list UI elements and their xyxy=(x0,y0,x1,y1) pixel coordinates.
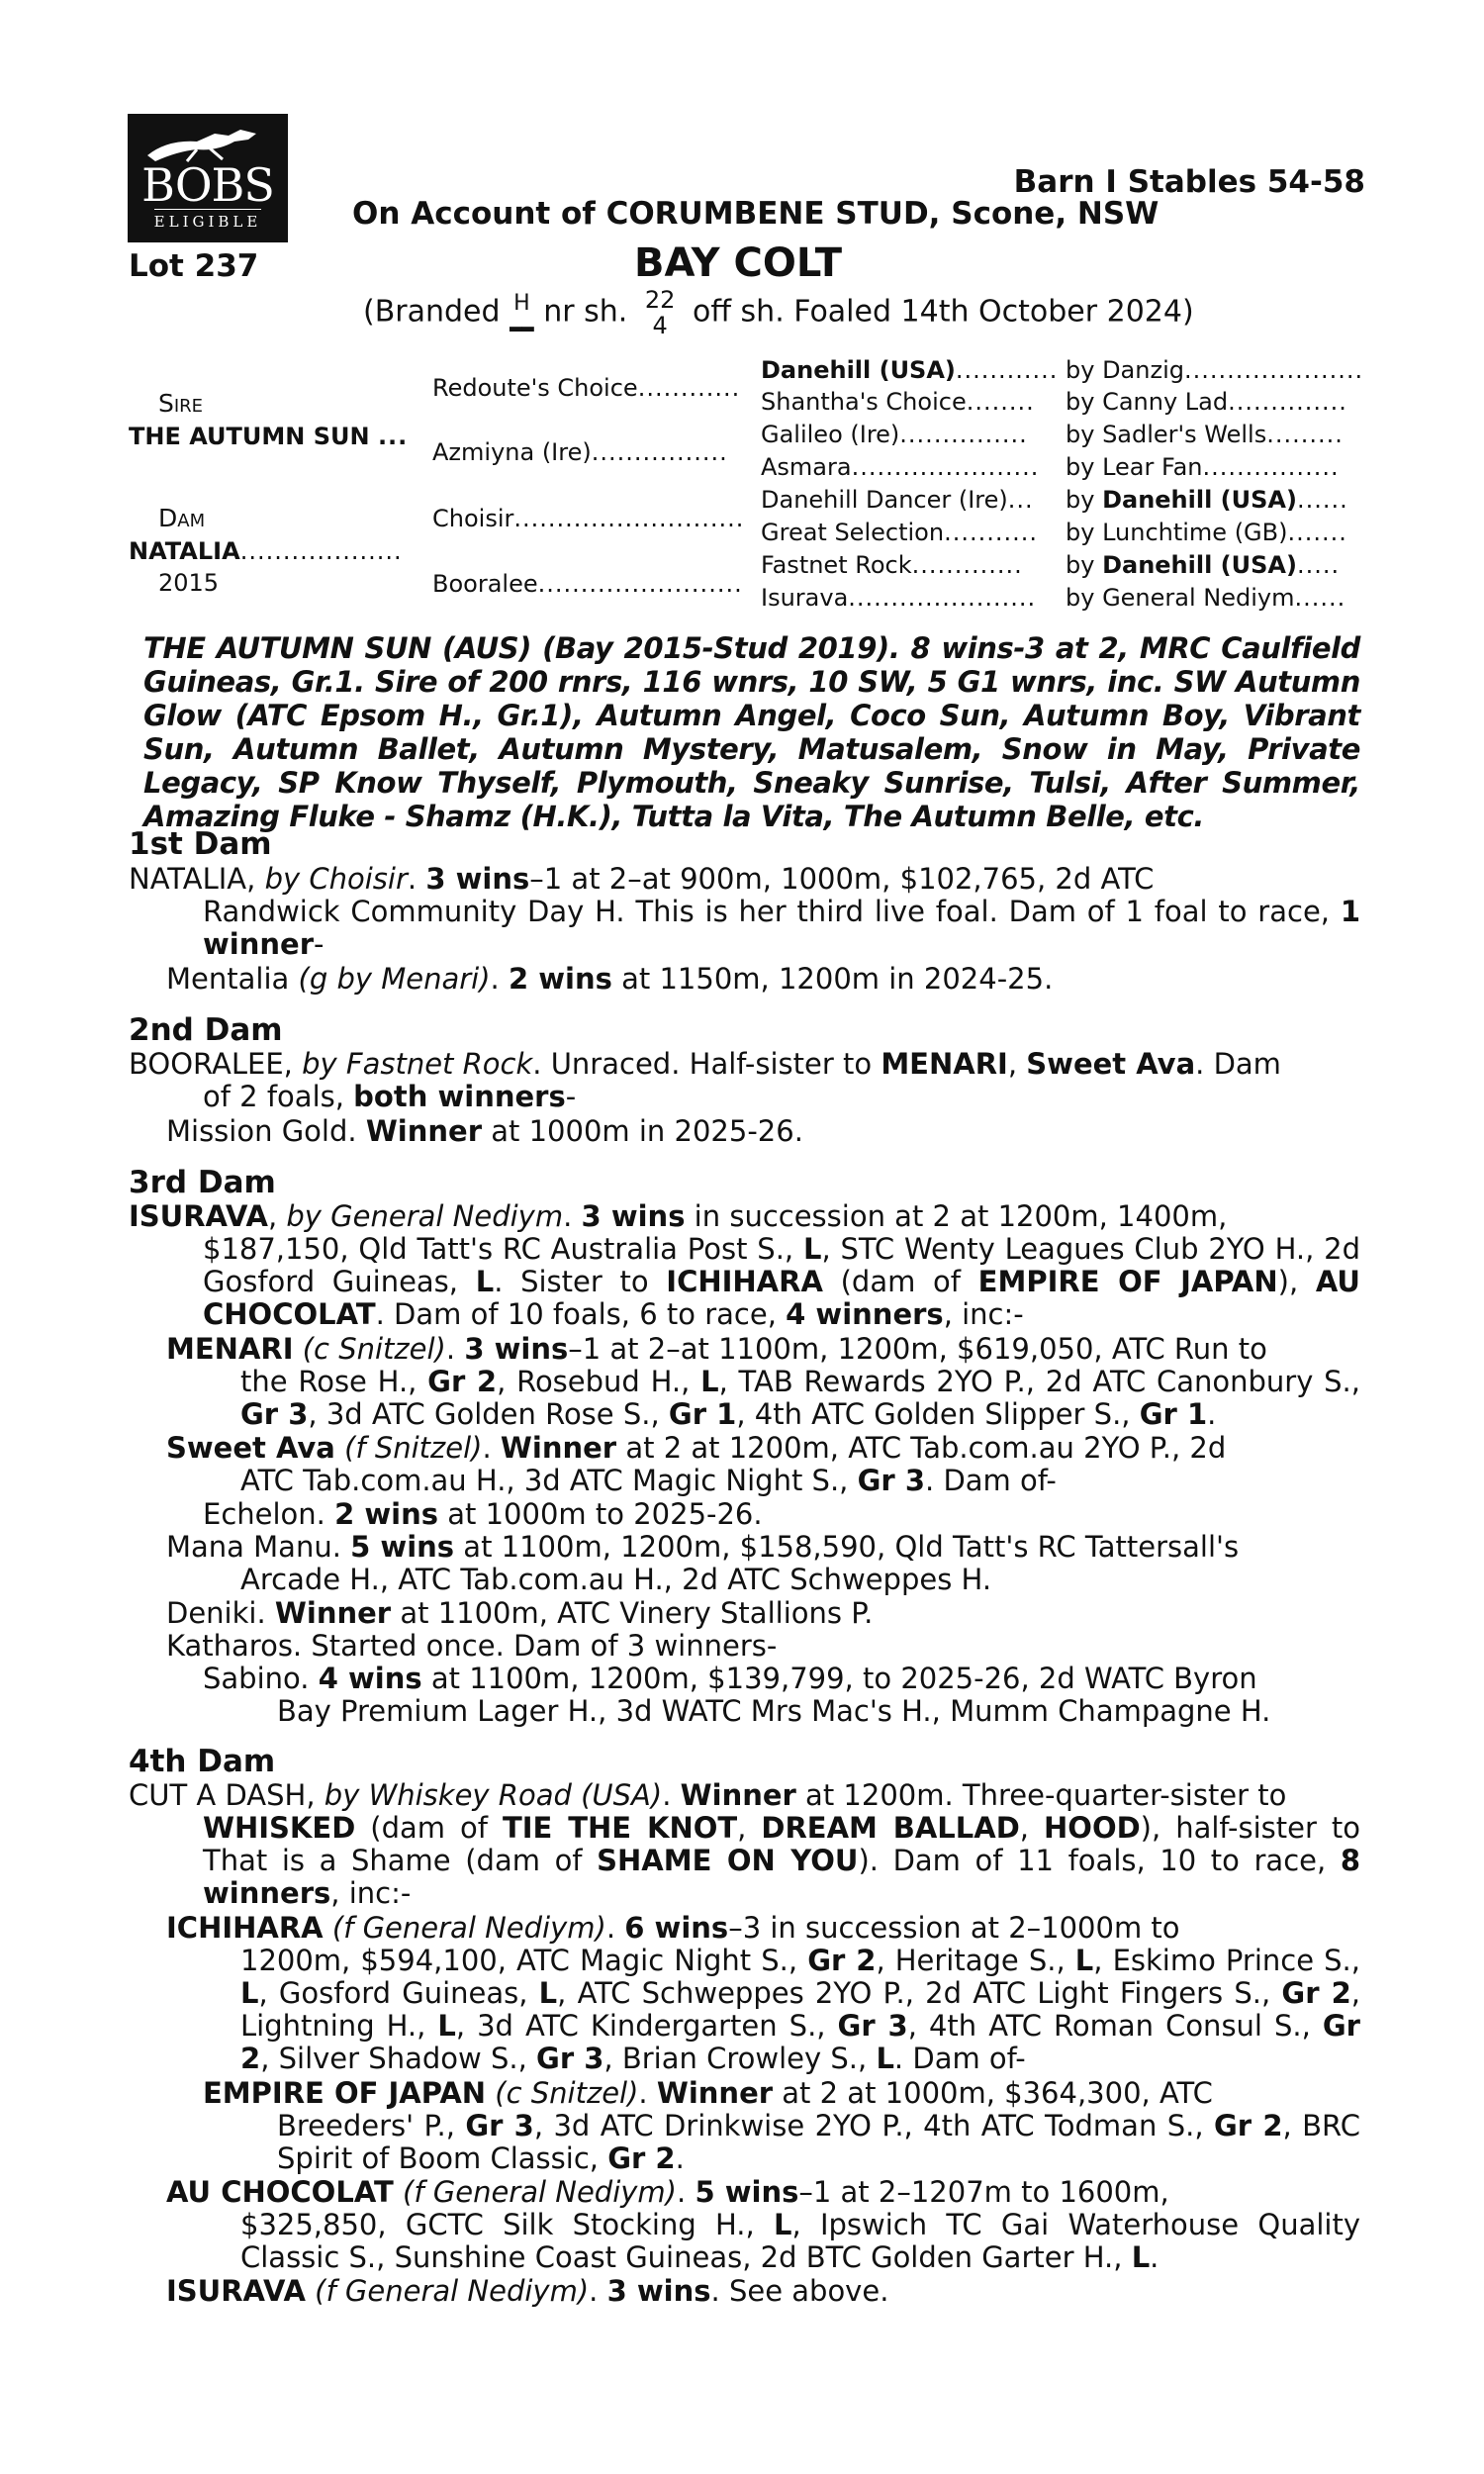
gg-5: Danehill Dancer (Ire)... xyxy=(761,486,1034,514)
ggg-1: by Danzig..................... xyxy=(1066,356,1364,384)
second-dam-text: BOORALEE, by Fastnet Rock. Unraced. Half-sister to MENARI, Sweet Ava. Dam of 2 foals, both winners- xyxy=(129,1047,1281,1113)
third-dam-sweet-ava: Sweet Ava (f Snitzel). Winner at 2 at 1200m, ATC Tab.com.au 2YO P., 2d ATC Tab.com.au H., 3d ATC Magic Night S., Gr 3. Dam of- xyxy=(166,1431,1227,1497)
dam-name: NATALIA................... xyxy=(129,537,403,565)
brand-fraction-den: 4 xyxy=(652,312,668,339)
ggg-6: by Lunchtime (GB)....... xyxy=(1066,519,1347,546)
first-dam-foal: Mentalia (g by Menari). 2 wins at 1150m, 1200m in 2024-25. xyxy=(166,962,1054,996)
second-dam-heading: 2nd Dam xyxy=(129,1012,283,1048)
ggg-2: by Canny Lad.............. xyxy=(1066,388,1347,416)
gg-1: Danehill (USA)............ xyxy=(761,356,1059,384)
sire-summary: THE AUTUMN SUN (AUS) (Bay 2015-Stud 2019). 8 wins-3 at 2, MRC Caulfield Guineas, Gr.1. Sire of 200 rnrs, 116 wnrs, 10 SW, 5 G1 wnrs, inc. SW Autumn Glow (ATC Epsom H., Gr.1), Autumn Angel, Coco Sun, Autumn Boy, Vibrant Sun, Autumn Ballet, Autumn Mystery, Matusalem, Snow in May, Private Legacy, SP Know Thyself, Plymouth, Sneaky Sunrise, Tulsi, After Summer, Amazing Fluke - Shamz (H.K.), Tutta la Vita, The Autumn Belle, etc. xyxy=(143,631,1360,833)
first-dam-heading: 1st Dam xyxy=(129,826,272,862)
fourth-dam-ichihara: ICHIHARA (f General Nediym). 6 wins–3 in succession at 2–1000m to 1200m, $594,100, ATC Magic Night S., Gr 2, Heritage S., L, Eskimo Prince S., L, Gosford Guineas, L, ATC Schweppes 2YO P., 2d ATC Light Fingers S., Gr 2, Lightning H., L, 3d ATC Kindergarten S., Gr 3, 4th ATC Roman Consul S., Gr 2, Silver Shadow S., Gr 3, Brian Crowley S., L. Dam of- xyxy=(166,1911,1361,2075)
ggg-7: by Danehill (USA)..... xyxy=(1066,551,1341,579)
dam-sire: Choisir........................... xyxy=(432,505,745,532)
sire-name: THE AUTUMN SUN ... xyxy=(129,423,409,450)
sire-dam: Azmiyna (Ire)................ xyxy=(432,438,728,466)
third-dam-echelon: Echelon. 2 wins at 1000m to 2025-26. xyxy=(203,1497,763,1531)
third-dam-menari: MENARI (c Snitzel). 3 wins–1 at 2–at 1100m, 1200m, $619,050, ATC Run to the Rose H., Gr 2, Rosebud H., L, TAB Rewards 2YO P., 2d ATC Canonbury S., Gr 3, 3d ATC Golden Rose S., Gr 1, 4th ATC Golden Slipper S., Gr 1. xyxy=(166,1332,1360,1431)
ggg-3: by Sadler's Wells......... xyxy=(1066,421,1344,448)
horse-logo-icon xyxy=(138,126,276,165)
sire-sire: Redoute's Choice............ xyxy=(432,374,741,402)
second-dam-foal: Mission Gold. Winner at 1000m in 2025-26. xyxy=(166,1114,803,1148)
dam-dam: Booralee........................ xyxy=(432,570,743,598)
fourth-dam-heading: 4th Dam xyxy=(129,1744,276,1779)
vendor-account: On Account of CORUMBENE STUD, Scone, NSW xyxy=(352,196,1159,232)
lot-number: Lot 237 xyxy=(129,248,259,284)
third-dam-heading: 3rd Dam xyxy=(129,1165,276,1200)
brand-mid: nr sh. xyxy=(543,294,628,330)
logo-eligible-text: ELIGIBLE xyxy=(154,209,262,231)
third-dam-mana-manu: Mana Manu. 5 wins at 1100m, 1200m, $158,590, Qld Tatt's RC Tattersall's Arcade H., ATC Tab.com.au H., 2d ATC Schweppes H. xyxy=(166,1530,1240,1596)
first-dam-text: NATALIA, by Choisir. 3 wins–1 at 2–at 900m, 1000m, $102,765, 2d ATC Randwick Community Day H. This is her third live foal. Dam of 1 foal to race, 1 winner- xyxy=(129,862,1360,961)
third-dam-sabino: Sabino. 4 wins at 1100m, 1200m, $139,799, to 2025-26, 2d WATC Byron Bay Premium Lager H., 3d WATC Mrs Mac's H., Mumm Champagne H. xyxy=(203,1662,1271,1728)
sire-label: Sire xyxy=(158,389,204,418)
third-dam-text: ISURAVA, by General Nediym. 3 wins in succession at 2 at 1200m, 1400m, $187,150, Qld Tatt's RC Australia Post S., L, STC Wenty Leagues Club 2YO H., 2d Gosford Guineas, L. Sister to ICHIHARA (dam of EMPIRE OF JAPAN), AU CHOCOLAT. Dam of 10 foals, 6 to race, 4 winners, inc:- xyxy=(129,1199,1360,1331)
third-dam-deniki: Deniki. Winner at 1100m, ATC Vinery Stallions P. xyxy=(166,1596,874,1630)
logo-bobs-text: BOBS xyxy=(141,158,274,212)
brand-mark xyxy=(510,290,534,332)
gg-4: Asmara...................... xyxy=(761,453,1040,481)
ggg-4: by Lear Fan................ xyxy=(1066,453,1340,481)
fourth-dam-isurava: ISURAVA (f General Nediym). 3 wins. See above. xyxy=(166,2274,889,2308)
gg-3: Galileo (Ire)............... xyxy=(761,421,1028,448)
brand-suffix: off sh. Foaled 14th October 2024) xyxy=(692,294,1194,330)
gg-6: Great Selection........... xyxy=(761,519,1038,546)
brand-fraction-num: 22 xyxy=(644,286,676,314)
barn-location: Barn I Stables 54-58 xyxy=(1013,164,1365,200)
brand-mark-base: ▂▂ xyxy=(510,312,534,332)
horse-title: BAY COLT xyxy=(634,240,843,286)
gg-8: Isurava...................... xyxy=(761,584,1037,612)
dam-year: 2015 xyxy=(158,569,220,597)
ggg-8: by General Nediym...... xyxy=(1066,584,1346,612)
fourth-dam-text: CUT A DASH, by Whiskey Road (USA). Winner at 1200m. Three-quarter-sister to WHISKED (dam of TIE THE KNOT, DREAM BALLAD, HOOD), half-sister to That is a Shame (dam of SHAME ON YOU). Dam of 11 foals, 10 to race, 8 winners, inc:- xyxy=(129,1778,1361,1910)
brand-mark-letter: H xyxy=(513,290,530,316)
bobs-eligible-logo xyxy=(128,114,288,242)
ggg-5: by Danehill (USA)...... xyxy=(1066,486,1348,514)
dam-label: Dam xyxy=(158,504,206,532)
gg-7: Fastnet Rock............. xyxy=(761,551,1023,579)
brand-prefix: (Branded xyxy=(363,294,501,330)
third-dam-katharos: Katharos. Started once. Dam of 3 winners- xyxy=(166,1629,778,1663)
fourth-dam-empire-of-japan: EMPIRE OF JAPAN (c Snitzel). Winner at 2 at 1000m, $364,300, ATC Breeders' P., Gr 3, 3d ATC Drinkwise 2YO P., 4th ATC Todman S., Gr 2, BRC Spirit of Boom Classic, Gr 2. xyxy=(203,2076,1360,2175)
fourth-dam-au-chocolat: AU CHOCOLAT (f General Nediym). 5 wins–1 at 2–1207m to 1600m, $325,850, GCTC Silk Stocking H., L, Ipswich TC Gai Waterhouse Quality Classic S., Sunshine Coast Guineas, 2d BTC Golden Garter H., L. xyxy=(166,2175,1360,2274)
brand-line xyxy=(363,287,1194,338)
gg-2: Shantha's Choice........ xyxy=(761,388,1035,416)
brand-fraction xyxy=(645,287,676,338)
